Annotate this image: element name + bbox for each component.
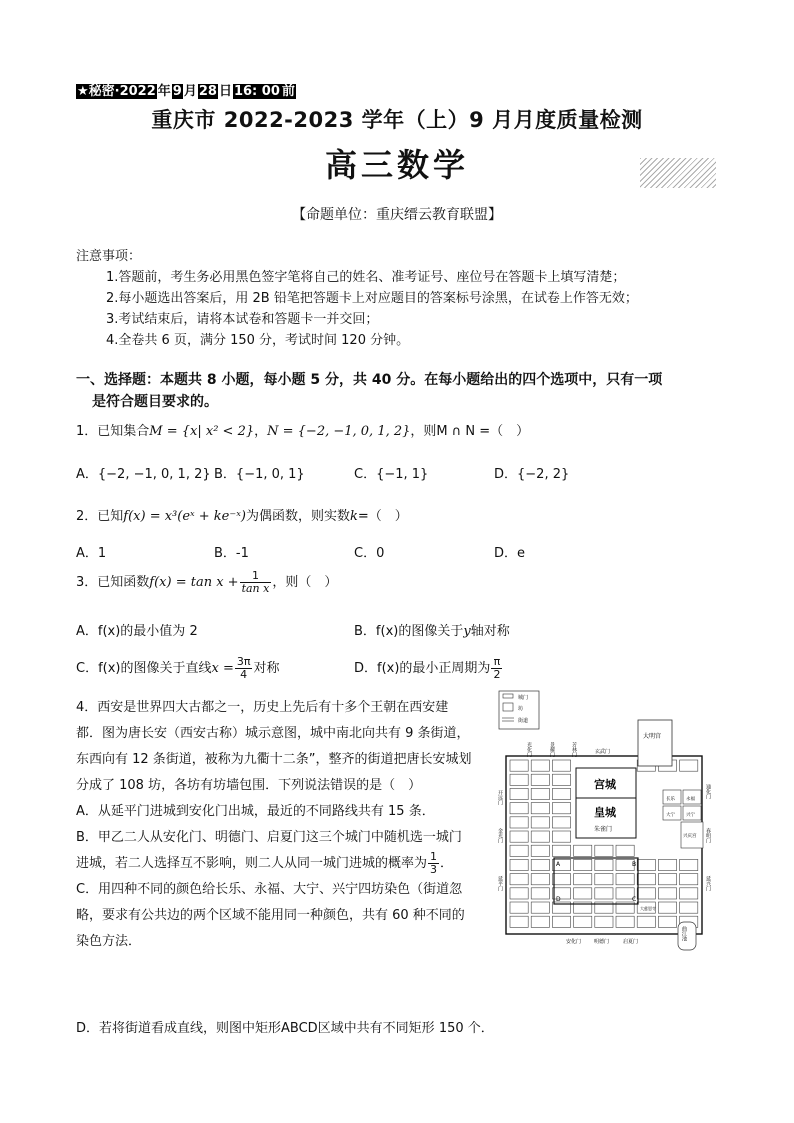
fang-block bbox=[680, 760, 698, 771]
q4-option-b-line2[interactable] bbox=[76, 851, 496, 877]
fang-block bbox=[552, 803, 570, 814]
fang-block bbox=[510, 902, 528, 913]
q3-optc-num: 3π bbox=[236, 655, 251, 668]
section-line-2: 是符合题目要求的。 bbox=[92, 394, 218, 410]
notice-item: 1.答题前，考生务必用黑色签字笔将自己的姓名、准考证号、座位号在答题卡上填写清楚； bbox=[106, 270, 626, 285]
xingqing-palace-label: 兴庆宫 bbox=[683, 834, 697, 839]
fang-block bbox=[637, 916, 655, 927]
fang-block bbox=[616, 845, 634, 856]
q4-stem-line: 分成了 108 坊，各坊有坊墙包围．下列说法错误的是（ ） bbox=[76, 778, 422, 793]
secret-year-suffix: 年 bbox=[157, 84, 171, 99]
question-1 bbox=[76, 420, 529, 439]
fang-block bbox=[595, 888, 613, 899]
fang-block bbox=[552, 845, 570, 856]
gate-jinguang: 金光门 bbox=[497, 828, 503, 843]
q4-option-d[interactable]: D．若将街道看成直线，则图中矩形ABCD区域中共有不同矩形 150 个． bbox=[76, 1021, 494, 1036]
fang-block bbox=[574, 916, 592, 927]
q3-optc-fraction bbox=[235, 656, 253, 681]
fang-block bbox=[574, 845, 592, 856]
q2-function: f(x) = x³(eˣ + ke⁻ˣ) bbox=[123, 509, 246, 524]
q4-optb-num: 1 bbox=[430, 850, 438, 863]
fang-block bbox=[658, 859, 676, 870]
q4-option-c-line2[interactable]: 略，要求有公共边的两个区域不能用同一种颜色，共有 60 种不同的 bbox=[76, 908, 465, 923]
fang-block bbox=[510, 888, 528, 899]
gate-mingde: 明德门 bbox=[594, 939, 610, 945]
changan-city-map bbox=[498, 690, 714, 956]
q1-sep: ， bbox=[254, 424, 268, 439]
gate-yanping: 延平门 bbox=[497, 876, 503, 891]
fang-block bbox=[510, 817, 528, 828]
q4-option-a[interactable]: A．从延平门进城到安化门出城，最近的不同路线共有 15 条． bbox=[76, 804, 435, 819]
fang-block bbox=[637, 888, 655, 899]
q1-prefix: 1．已知集合 bbox=[76, 424, 150, 439]
fang-block bbox=[531, 774, 549, 785]
fang-block bbox=[531, 831, 549, 842]
fang-block bbox=[637, 859, 655, 870]
gate-guanghua: 光化门 bbox=[526, 742, 532, 757]
notice-item: 3.考试结束后，请将本试卷和答题卡一并交回； bbox=[106, 312, 379, 327]
q3-optd-pre: D．f(x)的最小正周期为 bbox=[354, 661, 491, 676]
q1-ask: ，则M ∩ N =（ ） bbox=[410, 424, 530, 439]
q2-option-b[interactable]: B．-1 bbox=[214, 546, 249, 561]
fang-block bbox=[510, 831, 528, 842]
fang-block bbox=[595, 874, 613, 885]
fang-block bbox=[510, 859, 528, 870]
fang-block bbox=[658, 902, 676, 913]
secret-day: 28 bbox=[198, 84, 217, 99]
gate-fanglin: 芳林门 bbox=[571, 742, 577, 757]
q2-option-a[interactable]: A．1 bbox=[76, 546, 107, 561]
notice-title: 注意事项： bbox=[76, 249, 142, 264]
fang-block bbox=[680, 902, 698, 913]
fang-block bbox=[680, 888, 698, 899]
fang-block bbox=[616, 916, 634, 927]
fang-block bbox=[574, 874, 592, 885]
q3-optd-den: 2 bbox=[493, 668, 501, 681]
gate-yanxing: 延兴门 bbox=[705, 876, 711, 891]
question-3 bbox=[76, 570, 337, 595]
gate-qixia: 启夏门 bbox=[623, 939, 639, 945]
fang-block bbox=[552, 916, 570, 927]
legend-street-label: 街道 bbox=[518, 718, 529, 724]
fang-block bbox=[552, 831, 570, 842]
legend-gate-label: 城门 bbox=[518, 695, 529, 701]
gate-kaiyuan: 开远门 bbox=[497, 790, 503, 805]
q3-fraction bbox=[240, 570, 272, 595]
fang-block bbox=[552, 760, 570, 771]
fang-block bbox=[531, 845, 549, 856]
gate-tonghua: 通化门 bbox=[705, 784, 711, 799]
q4-option-b-line1[interactable]: B．甲乙二人从安化门、明德门、启夏门这三个城门中随机选一城门 bbox=[76, 830, 462, 845]
decorative-hatch bbox=[640, 158, 716, 188]
fang-block bbox=[531, 874, 549, 885]
q2-option-c[interactable]: C．0 bbox=[354, 546, 385, 561]
fang-block bbox=[552, 788, 570, 799]
q3-optb-var: y bbox=[463, 624, 471, 639]
secret-month-suffix: 月 bbox=[183, 84, 197, 99]
imperial-city-label: 皇城 bbox=[594, 806, 616, 819]
q3-frac-den: tan x bbox=[241, 582, 270, 595]
q3-optd-num: π bbox=[491, 656, 502, 669]
gate-chunming: 春明门 bbox=[705, 828, 711, 843]
fang-block bbox=[531, 803, 549, 814]
fang-block bbox=[531, 817, 549, 828]
gate-anhua: 安化门 bbox=[566, 939, 582, 945]
fang-block bbox=[531, 916, 549, 927]
q4-option-c-line3[interactable]: 染色方法． bbox=[76, 934, 142, 949]
fang-block bbox=[680, 874, 698, 885]
q3-option-d[interactable] bbox=[354, 656, 503, 681]
q3-frac-num: 1 bbox=[240, 570, 272, 583]
q1-set-m: M = {x| x² < 2} bbox=[149, 424, 255, 439]
exam-subject: 高三数学 bbox=[324, 146, 469, 184]
secret-before: 前 bbox=[281, 84, 295, 99]
q3-optd-fraction bbox=[491, 656, 502, 681]
fang-daning-label: 大宁 bbox=[666, 813, 675, 818]
q4-optb-den: 3 bbox=[430, 863, 438, 876]
fang-block bbox=[658, 916, 676, 927]
exam-title: 重庆市 2022-2023 学年（上）9 月月度质量检测 bbox=[151, 108, 643, 132]
confidential-line bbox=[76, 80, 296, 99]
q3-optc-pre: C．f(x)的图像关于直线 bbox=[76, 661, 212, 676]
fang-block bbox=[531, 788, 549, 799]
q4-optb-text: 进城，若二人选择互不影响，则二人从同一城门进城的概率为 bbox=[76, 856, 428, 871]
daming-palace-block bbox=[638, 720, 672, 766]
fang-block bbox=[531, 859, 549, 870]
q4-stem-line: 都．图为唐长安（西安古称）城示意图，城中南北向共有 9 条街道， bbox=[76, 726, 470, 741]
section-line-1: 一、选择题：本题共 8 小题，每小题 5 分，共 40 分。在每小题给出的四个选项中，只有一项 bbox=[76, 372, 663, 388]
notice-item: 4.全卷共 6 页，满分 150 分，考试时间 120 分钟。 bbox=[106, 333, 410, 348]
fang-block bbox=[595, 859, 613, 870]
fang-block bbox=[680, 859, 698, 870]
fang-block bbox=[531, 888, 549, 899]
q3-ask: ，则（ ） bbox=[272, 575, 338, 590]
q3-optc-eq: x = bbox=[211, 661, 234, 676]
q3-option-c[interactable] bbox=[76, 656, 280, 681]
fang-block bbox=[510, 874, 528, 885]
legend-fang-label: 坊 bbox=[518, 706, 524, 712]
gate-xuanwu: 玄武门 bbox=[595, 749, 611, 755]
question-2 bbox=[76, 505, 408, 524]
fang-xingning-label: 兴宁 bbox=[686, 813, 695, 818]
q4-option-c-line1[interactable]: C．用四种不同的颜色给长乐、永福、大宁、兴宁四坊染色（街道忽 bbox=[76, 882, 463, 897]
q4-optb-fraction bbox=[428, 851, 439, 876]
fang-block bbox=[595, 916, 613, 927]
legend-gate-icon bbox=[503, 694, 513, 698]
q1-option-c[interactable]: C．{−1, 1} bbox=[354, 467, 429, 482]
dacien-temple-label: 大慈恩寺 bbox=[640, 906, 656, 911]
fang-block bbox=[552, 774, 570, 785]
fang-block bbox=[658, 888, 676, 899]
q3-optb-tail: 轴对称 bbox=[470, 624, 510, 639]
q1-option-b[interactable]: B．{−1, 0, 1} bbox=[214, 467, 305, 482]
zhuque-gate-label: 朱雀门 bbox=[594, 826, 613, 833]
q3-optc-tail: 对称 bbox=[253, 661, 280, 676]
palace-city-label: 宫城 bbox=[594, 778, 616, 791]
q2-ask: 为偶函数，则实数 bbox=[245, 509, 350, 524]
q1-set-n: N = {−2, −1, 0, 1, 2} bbox=[267, 424, 411, 439]
q1-option-a[interactable]: A．{−2, −1, 0, 1, 2} bbox=[76, 467, 211, 482]
fang-block bbox=[510, 845, 528, 856]
q3-optb-pre: B．f(x)的图像关于 bbox=[354, 624, 464, 639]
q2-prefix: 2．已知 bbox=[76, 509, 124, 524]
q3-optc-den: 4 bbox=[240, 668, 248, 681]
corner-b: B bbox=[632, 861, 637, 868]
secret-month: 9 bbox=[172, 84, 182, 99]
q4-stem-line: 东西向有 12 条街道，被称为九衢十二条”，整齐的街道把唐长安城划 bbox=[76, 752, 472, 767]
exam-unit: 【命题单位：重庆缙云教育联盟】 bbox=[292, 207, 502, 223]
fang-block bbox=[574, 888, 592, 899]
fang-block bbox=[510, 774, 528, 785]
fang-block bbox=[552, 874, 570, 885]
fang-block bbox=[658, 874, 676, 885]
secret-prefix: ★秘密·2022 bbox=[77, 84, 156, 99]
question-4 bbox=[76, 695, 496, 955]
q3-option-a[interactable]: A．f(x)的最小值为 2 bbox=[76, 624, 198, 639]
section-heading bbox=[76, 369, 726, 413]
q3-option-b[interactable] bbox=[354, 620, 510, 639]
q2-tail: =（ ） bbox=[357, 509, 408, 524]
corner-c: C bbox=[632, 896, 637, 903]
q3-prefix: 3．已知函数 bbox=[76, 575, 150, 590]
fang-block bbox=[510, 916, 528, 927]
notice-item: 2.每小题选出答案后，用 2B 铅笔把答题卡上对应题目的答案标号涂黑，在试卷上作答无效； bbox=[106, 291, 638, 306]
fang-block bbox=[595, 845, 613, 856]
corner-a: A bbox=[556, 861, 561, 868]
q4-optb-end: ． bbox=[440, 856, 454, 871]
fang-block bbox=[616, 874, 634, 885]
fang-block bbox=[531, 760, 549, 771]
gate-jingyao: 景耀门 bbox=[549, 742, 555, 757]
fang-block bbox=[510, 760, 528, 771]
q2-option-d[interactable]: D．e bbox=[494, 546, 526, 561]
fang-block bbox=[574, 859, 592, 870]
legend-fang-icon bbox=[503, 703, 513, 711]
corner-d: D bbox=[556, 896, 561, 903]
secret-day-suffix: 日 bbox=[218, 84, 232, 99]
qujiang-label: 曲江池 bbox=[681, 926, 687, 941]
fang-changle-label: 长乐 bbox=[666, 797, 675, 802]
fang-block bbox=[552, 817, 570, 828]
fang-block bbox=[510, 803, 528, 814]
q3-function: f(x) = tan x + bbox=[149, 575, 239, 590]
q4-stem-line: 4．西安是世界四大古都之一，历史上先后有十多个王朝在西安建 bbox=[76, 700, 449, 715]
fang-yongfu-label: 永福 bbox=[686, 797, 695, 802]
daming-palace-label: 大明宫 bbox=[643, 733, 662, 740]
fang-block bbox=[531, 902, 549, 913]
fang-block bbox=[510, 788, 528, 799]
secret-time: 16: 00 bbox=[233, 84, 280, 99]
q1-option-d[interactable]: D．{−2, 2} bbox=[494, 467, 570, 482]
q2-var: k bbox=[349, 509, 358, 524]
fang-block bbox=[637, 874, 655, 885]
